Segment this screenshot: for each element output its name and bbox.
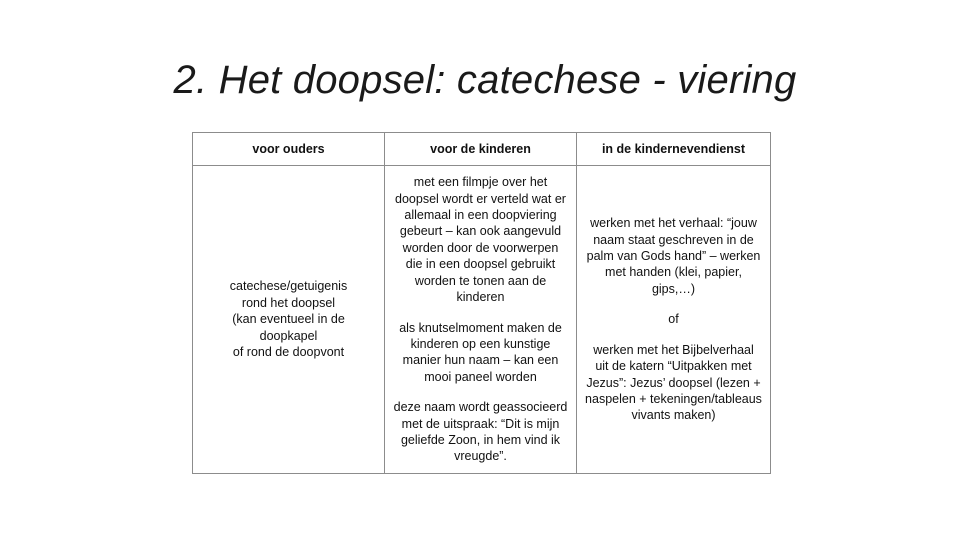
header-voor-ouders: voor ouders (193, 133, 385, 166)
cell-kindernevendienst (577, 166, 771, 474)
ouders-line: of rond de doopvont (232, 345, 345, 360)
kinderen-paragraph-knutsel: als knutselmoment maken de kinderen op een kunstige manier hun naam – kan een mooi paneel worden (399, 320, 562, 384)
cell-voor-ouders (193, 166, 385, 474)
ouders-line: rond het doopsel (241, 295, 336, 310)
knd-paragraph-of: of (668, 312, 679, 327)
table-header-row (193, 133, 771, 166)
table-row (193, 166, 771, 474)
kinderen-paragraph-film: met een filmpje over het doopsel wordt er verteld wat er allemaal in een doopviering gebeurt – kan ook aangevuld worden door de voorwerpen die in een doopsel gebruikt worden te tonen aan de kinderen (395, 175, 566, 305)
knd-paragraph-bijbelverhaal: werken met het Bijbelverhaal uit de katern “Uitpakken met Jezus”: Jezus’ doopsel (lezen + naspelen + tekeningen/tableaus vivants maken) (585, 342, 762, 423)
cell-voor-de-kinderen (385, 166, 577, 474)
knd-paragraph-verhaal: werken met het verhaal: “jouw naam staat geschreven in de palm van Gods hand” – werken met handen (klei, papier, gips,…) (586, 216, 761, 296)
kinderen-paragraph-uitspraak: deze naam wordt geassocieerd met de uitspraak: “Dit is mijn geliefde Zoon, in hem vind ik vreugde”. (393, 400, 568, 464)
ouders-line: catechese/getuigenis (229, 279, 348, 294)
ouders-line: (kan eventueel in de (232, 312, 345, 327)
activity-table (192, 132, 771, 474)
header-voor-de-kinderen: voor de kinderen (385, 133, 577, 166)
header-kindernevendienst: in de kindernevendienst (577, 133, 771, 166)
ouders-line: doopkapel (259, 328, 318, 343)
slide-title: 2. Het doopsel: catechese - viering (173, 58, 797, 102)
